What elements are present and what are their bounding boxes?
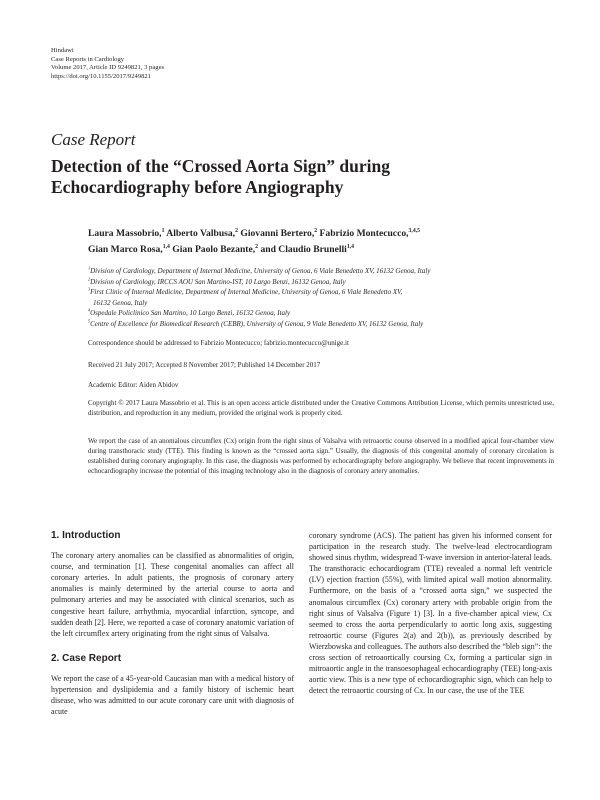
copyright-notice: Copyright © 2017 Laura Massobrio et al. This is an open access article distributed under the Creative Commons Attribution License, which permits unrestricted use, distribution, and reproduction in any medium, provided the original work is properly cited. (88, 399, 554, 418)
left-column (51, 530, 294, 717)
author-name: Gian Marco Rosa, (88, 243, 163, 255)
title-line-1: Detection of the “Crossed Aorta Sign” during (51, 156, 390, 176)
correspondence-note: Correspondence should be addressed to Fabrizio Montecucco; fabrizio.montecucco@unige.it (88, 339, 349, 347)
author-name: Fabrizio Montecucco, (317, 228, 409, 239)
affiliation-list (88, 266, 558, 330)
author-affil: 2 (255, 243, 259, 250)
author-affil: 2 (235, 227, 238, 234)
affiliation-number: 1 (88, 265, 91, 271)
author-name: Alberto Valbusa, (164, 228, 236, 239)
introduction-paragraph: The coronary artery anomalies can be classified as abnormalities of origin, course, and termination [1]. These congenital anomalies can affect all coronary arteries. In adult patients, the prognosis of coronary artery anomalies is mainly determined by the arterial course to aorta and pulmonary arteries and may be associated with clinical scenarios, such as congestive heart failure, arrhythmia, myocardial infarction, syncope, and sudden death [2]. Here, we reported a case of coronary anatomic variation of the left circumflex artery originating from the right sinus of Valsalva. (51, 551, 294, 638)
affiliation-text: Division of Cardiology, IRCCS AOU San Martino-IST, 10 Largo Benzi, 16132 Genoa, Italy (90, 277, 346, 286)
publisher-name: Hindawi (51, 47, 74, 54)
article-type-label: Case Report (51, 130, 136, 149)
title-line-2: Echocardiography before Angiography (51, 177, 344, 197)
section-heading-introduction: 1. Introduction (51, 530, 121, 541)
academic-editor: Academic Editor: Aiden Abidov (88, 381, 179, 389)
case-report-paragraph: We report the case of a 45-year-old Caucasian man with a medical history of hypertension and dyslipidemia and a family history of ischemic heart disease, who was admitted to our acute coronary care unit with diagnosis of acute (51, 673, 294, 717)
author-name: Laura Massobrio, (88, 228, 162, 239)
affiliation-item (88, 277, 558, 288)
affiliation-number: 4 (88, 308, 91, 314)
abstract: We report the case of an anomalous circumflex (Cx) origin from the right sinus of Valsalva with retroaortic course observed in a modified apical four-chamber view during transthoracic study (TTE). This finding is known as the “crossed aorta sign.” Usually, the diagnosis of this congenital anomaly of coronary circulation is established during coronary angiography. In this case, the diagnosis was performed by echocardiography before angiography. We believe that recent improvements in echocardiography increase the potential of this imaging technology also in the diagnosis of coronary artery anomalies. (88, 437, 554, 476)
affiliation-number: 2 (88, 276, 91, 282)
affiliation-item (88, 319, 558, 330)
journal-name: Case Reports in Cardiology (51, 55, 125, 63)
affiliation-continuation: 16132 Genoa, Italy (93, 298, 148, 307)
doi-link[interactable]: https://doi.org/10.1155/2017/9249821 (51, 72, 152, 80)
volume-info: Volume 2017, Article ID 9249821, 3 pages (51, 64, 165, 72)
affiliation-number: 3 (88, 286, 91, 292)
author-line-1 (88, 226, 558, 242)
affiliation-item (88, 287, 558, 298)
affiliation-item (88, 266, 558, 277)
author-affil: 1,4 (162, 243, 170, 250)
author-name: and Claudio Brunelli (258, 243, 347, 255)
affiliation-item (88, 308, 558, 319)
affiliation-number: 5 (88, 318, 91, 324)
author-line-2 (88, 242, 558, 258)
right-column (309, 530, 552, 696)
author-affil: 1 (161, 227, 165, 234)
section-heading-case-report: 2. Case Report (51, 652, 122, 664)
affiliation-text: First Clinic of Internal Medicine, Department of Internal Medicine, University of Genoa, 6 Viale Benedetto XV, (90, 288, 403, 297)
author-name: Gian Paolo Bezante, (169, 243, 256, 255)
affiliation-text: Division of Cardiology, Department of Internal Medicine, University of Genoa, 6 Viale Benedetto XV, 16132 Genoa, Italy (90, 267, 431, 275)
journal-header (51, 47, 164, 81)
publication-dates: Received 21 July 2017; Accepted 8 November 2017; Published 14 December 2017 (88, 361, 321, 369)
affiliation-text: Centre of Excellence for Biomedical Research (CEBR), University of Genoa, 9 Viale Benedetto XV, 16132 Genoa, Italy (90, 319, 424, 328)
article-title (51, 156, 551, 198)
author-name: Giovanni Bertero, (237, 228, 315, 239)
case-report-continued-paragraph: coronary syndrome (ACS). The patient has given his informed consent for participation in the research study. The twelve-lead electrocardiogram showed sinus rhythm, widespread T-wave inversion in anterior-lateral leads. The transthoracic echocardiogram (TTE) revealed a normal left ventricle (LV) ejection fraction (55%), with limited apical wall motion abnormality. Furthermore, on the basis of a “crossed aorta sign,” we suspected the anomalous circumflex (Cx) coronary artery with probable origin from the right sinus of Valsalva (Figure 1) [3]. In a five-chamber apical view, Cx seemed to cross the aorta perpendicularly to aortic long axis, suggesting retroaortic course (Figures 2(a) and 2(b)), as previously described by Wierzbowska and colleagues. The authors also described the “bleb sign”: the cross section of retroaortically coursing Cx, forming a particular sign in mitroaortic angle in the transoesophageal echocardiography (TEE) long-axis aortic view. This is a new type of echocardiographic sign, which can help to detect the retroaortic coursing of Cx. In our case, the use of the TEE (309, 531, 552, 696)
author-affil: 3,4,5 (408, 227, 421, 234)
author-list (88, 226, 558, 257)
author-affil: 1,4 (346, 243, 355, 250)
author-affil: 2 (314, 227, 318, 234)
affiliation-text: Ospedale Policlinico San Martino, 10 Largo Benzi, 16132 Genoa, Italy (90, 309, 291, 318)
